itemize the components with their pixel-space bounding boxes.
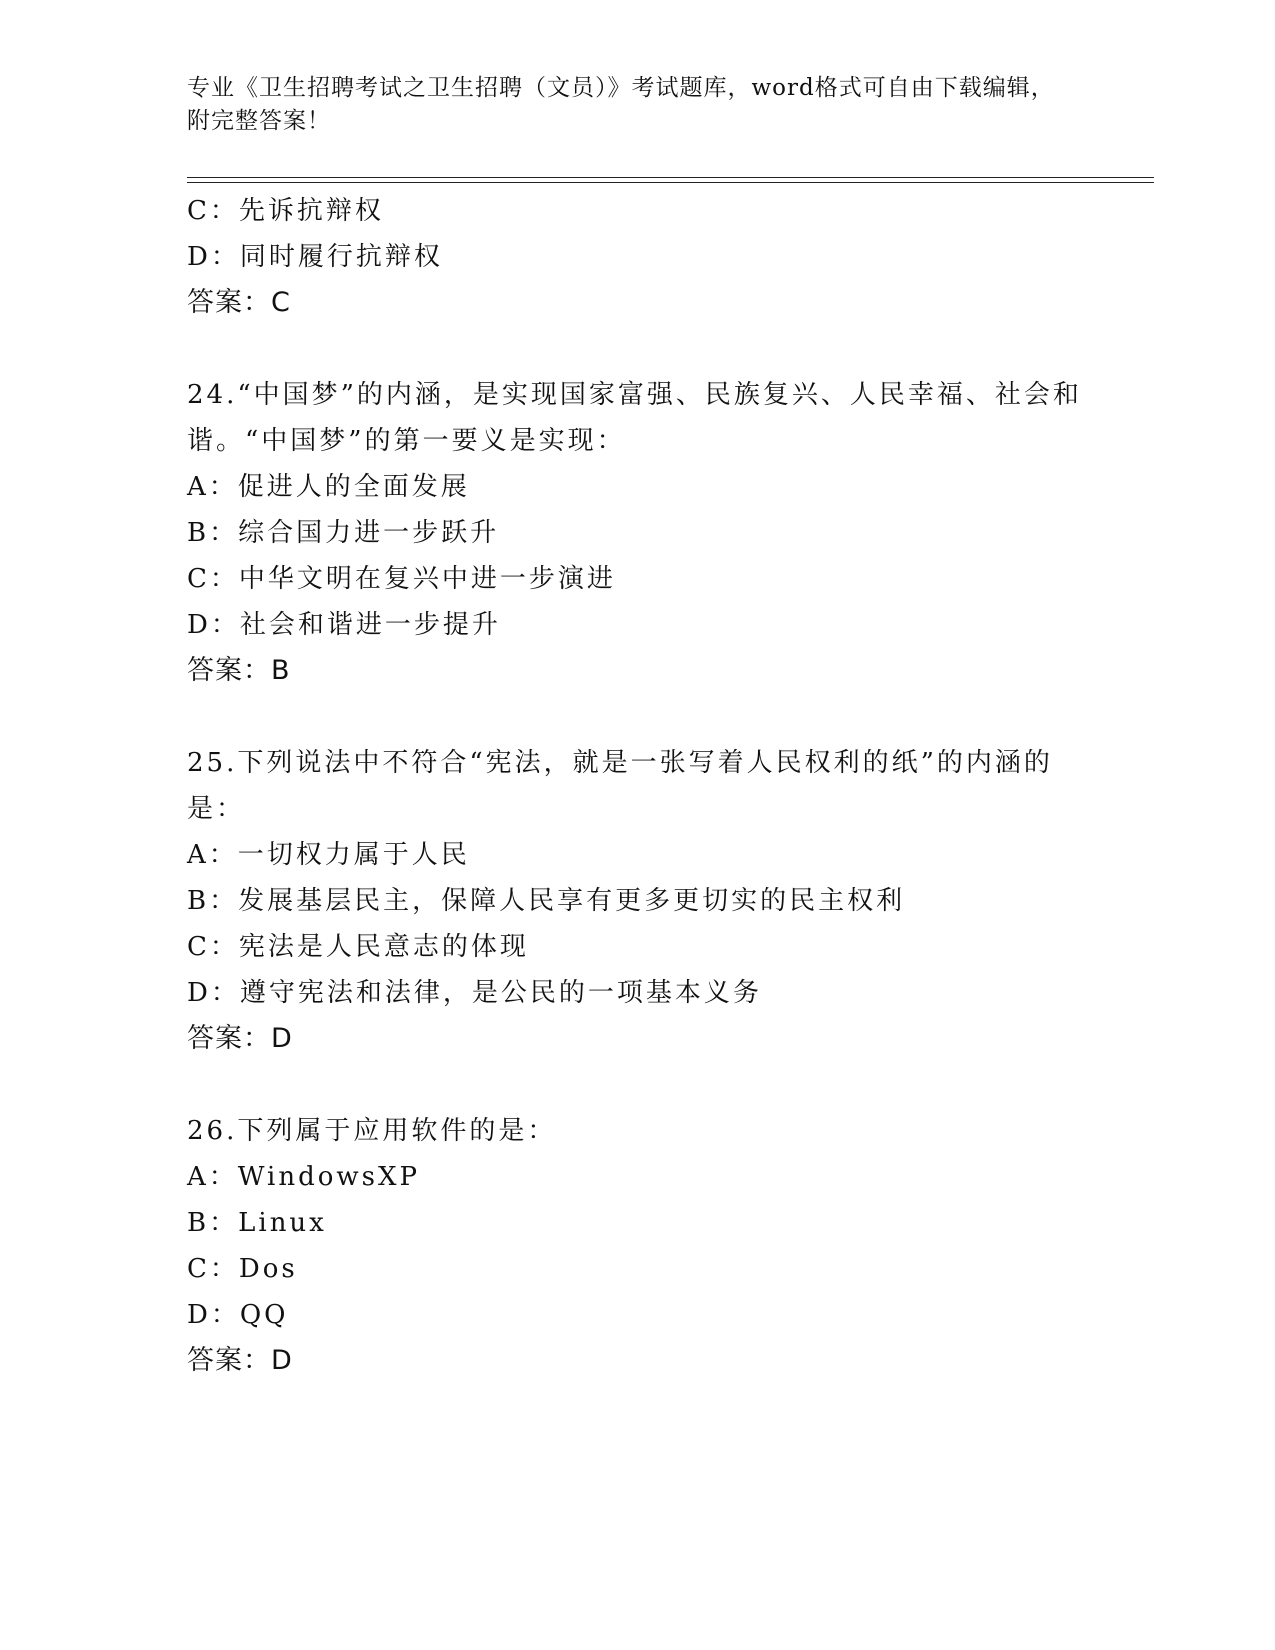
option-b: B：综合国力进一步跃升 <box>187 518 500 548</box>
option-d: D：QQ <box>187 1300 289 1330</box>
page-header-text: 专业《卫生招聘考试之卫生招聘（文员）》考试题库，word格式可自由下载编辑，附完整答案！ <box>187 75 1055 134</box>
answer-line: 答案：D <box>187 1345 293 1376</box>
header-divider-bottom <box>187 182 1154 183</box>
question-24 <box>187 372 1087 694</box>
question-title: 24.“中国梦”的内涵，是实现国家富强、民族复兴、人民幸福、社会和谐。“中国梦”的第一要义是实现： <box>187 380 1082 456</box>
document-body <box>187 188 1087 1384</box>
answer-line: 答案：C <box>187 287 291 318</box>
option-c: C：宪法是人民意志的体现 <box>187 932 529 962</box>
answer-line: 答案：B <box>187 655 291 686</box>
option-d: D：遵守宪法和法律，是公民的一项基本义务 <box>187 978 762 1008</box>
option-b: B：发展基层民主，保障人民享有更多更切实的民主权利 <box>187 886 906 916</box>
option-a: A：促进人的全面发展 <box>187 472 470 502</box>
option-c: C：先诉抗辩权 <box>187 196 384 226</box>
question-title: 25.下列说法中不符合“宪法，就是一张写着人民权利的纸”的内涵的是： <box>187 748 1053 824</box>
option-d: D：同时履行抗辩权 <box>187 242 443 272</box>
question-title: 26.下列属于应用软件的是： <box>187 1116 557 1146</box>
continued-question <box>187 188 1087 326</box>
question-25 <box>187 740 1087 1062</box>
answer-line: 答案：D <box>187 1023 293 1054</box>
question-26 <box>187 1108 1087 1384</box>
option-c: C：中华文明在复兴中进一步演进 <box>187 564 616 594</box>
header-divider-top <box>187 177 1154 178</box>
option-b: B：Linux <box>187 1208 327 1238</box>
option-a: A：WindowsXP <box>187 1162 421 1192</box>
option-c: C：Dos <box>187 1254 298 1284</box>
option-d: D：社会和谐进一步提升 <box>187 610 501 640</box>
option-a: A：一切权力属于人民 <box>187 840 470 870</box>
